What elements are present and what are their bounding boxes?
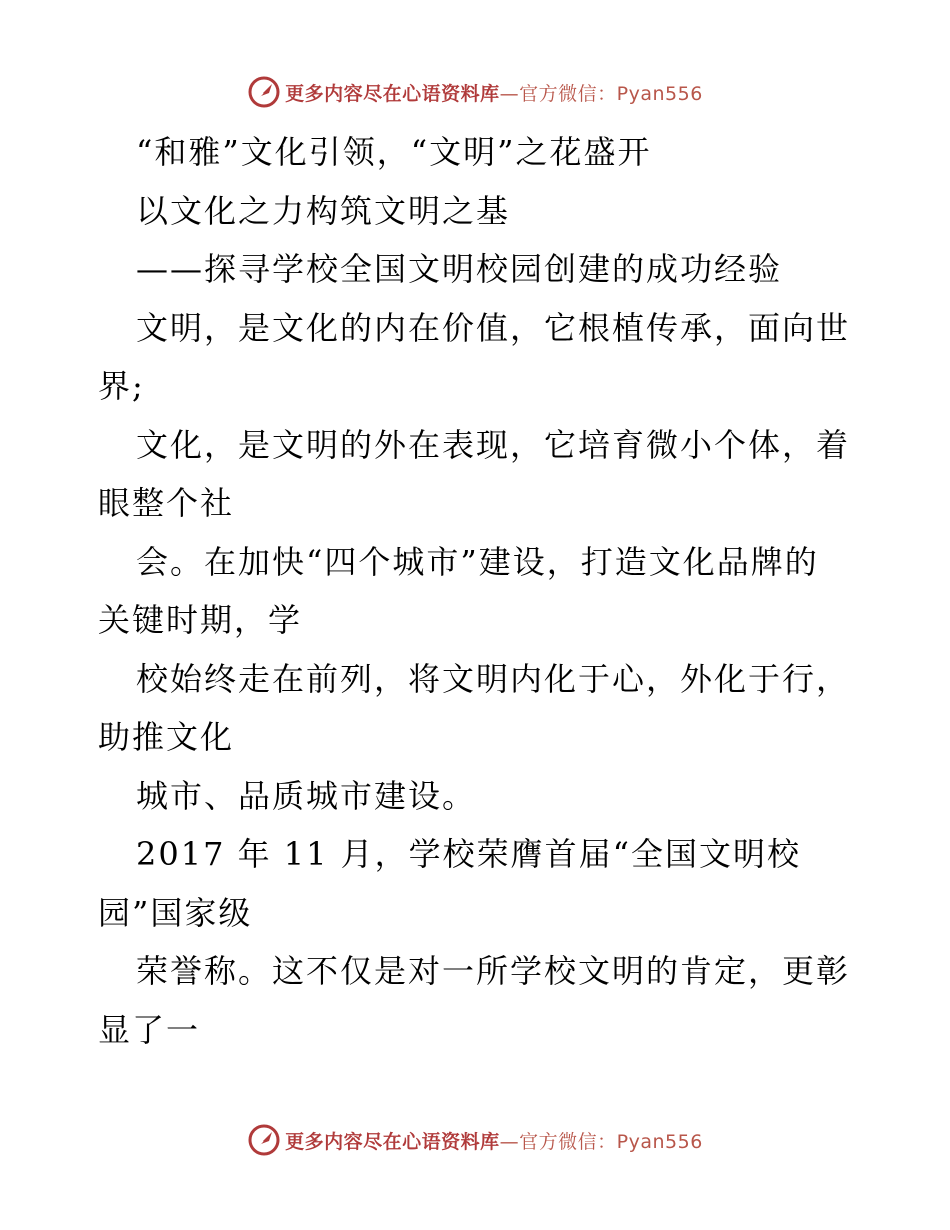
text-line: ——探寻学校全国文明校园创建的成功经验	[136, 250, 783, 288]
text-line: 眼整个社	[98, 484, 235, 522]
quill-logo-icon	[247, 1123, 281, 1157]
header-watermark	[0, 72, 950, 112]
text-line: 文化，是文明的外在表现，它培育微小个体，着	[136, 425, 851, 464]
text-line: 会。在加快“四个城市”建设，打造文化品牌的	[136, 542, 819, 581]
text-line: “和雅”文化引领，“文明”之花盛开	[136, 133, 652, 171]
text-line: 荣誉称。这不仅是对一所学校文明的肯定，更彰	[136, 952, 851, 990]
watermark-text	[285, 79, 703, 106]
text-line: 2017 年 11 月，学校荣膺首届“全国文明校	[136, 835, 802, 873]
text-line: 城市、品质城市建设。	[136, 776, 477, 815]
text-line: 校始终走在前列，将文明内化于心，外化于行，	[136, 659, 851, 698]
text-line: 以文化之力构筑文明之基	[136, 191, 511, 230]
watermark-main: 更多内容尽在心语资料库	[285, 82, 500, 105]
text-line: 界;	[98, 367, 145, 405]
text-line: 文明，是文化的内在价值，它根植传承，面向世	[136, 308, 851, 347]
document-body	[98, 123, 858, 1059]
text-line: 园”国家级	[98, 893, 253, 932]
footer-watermark	[0, 1120, 950, 1160]
quill-logo-icon	[247, 75, 281, 109]
watermark-text	[285, 1127, 703, 1154]
watermark-sub: —官方微信：Pyan556	[499, 1130, 703, 1153]
watermark-sub: —官方微信：Pyan556	[499, 82, 703, 105]
text-line: 助推文化	[98, 718, 235, 756]
text-line: 显了一	[98, 1010, 201, 1049]
watermark-main: 更多内容尽在心语资料库	[285, 1130, 500, 1153]
text-line: 关键时期，学	[98, 601, 303, 639]
